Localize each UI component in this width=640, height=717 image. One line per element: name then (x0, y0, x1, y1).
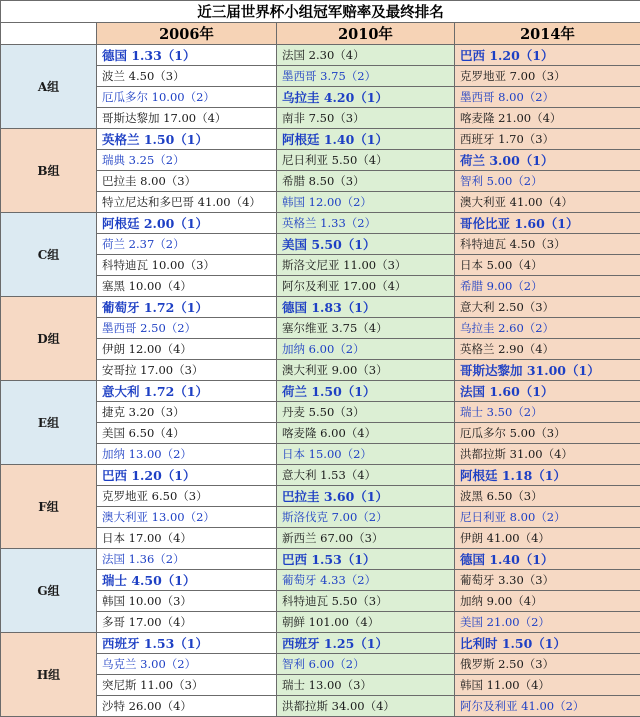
team-odds-cell: 澳大利亚 13.00（2） (97, 507, 277, 528)
table-row (1, 339, 640, 360)
header-corner (1, 23, 97, 45)
team-odds-cell: 新西兰 67.00（3） (277, 528, 455, 549)
team-odds-cell: 斯洛文尼亚 11.00（3） (277, 255, 455, 276)
team-odds-cell: 法国 1.60（1） (455, 381, 640, 402)
team-odds-cell: 西班牙 1.53（1） (97, 633, 277, 654)
table-row (1, 150, 640, 171)
team-odds-cell: 智利 6.00（2） (277, 654, 455, 675)
team-odds-cell: 葡萄牙 1.72（1） (97, 297, 277, 318)
table-row (1, 66, 640, 87)
team-odds-cell: 加纳 6.00（2） (277, 339, 455, 360)
team-odds-cell: 洪都拉斯 31.00（4） (455, 444, 640, 465)
team-odds-cell: 斯洛伐克 7.00（2） (277, 507, 455, 528)
team-odds-cell: 墨西哥 2.50（2） (97, 318, 277, 339)
table-row (1, 486, 640, 507)
team-odds-cell: 突尼斯 11.00（3） (97, 675, 277, 696)
table-row (1, 276, 640, 297)
team-odds-cell: 多哥 17.00（4） (97, 612, 277, 633)
team-odds-cell: 智利 5.00（2） (455, 171, 640, 192)
team-odds-cell: 巴西 1.20（1） (455, 45, 640, 66)
team-odds-cell: 科特迪瓦 4.50（3） (455, 234, 640, 255)
table-row (1, 381, 640, 402)
team-odds-cell: 伊朗 41.00（4） (455, 528, 640, 549)
team-odds-cell: 瑞典 3.25（2） (97, 150, 277, 171)
team-odds-cell: 特立尼达和多巴哥 41.00（4） (97, 192, 277, 213)
team-odds-cell: 德国 1.33（1） (97, 45, 277, 66)
title-row (1, 1, 640, 23)
header-year-2010: 2010年 (277, 23, 455, 45)
team-odds-cell: 乌拉圭 4.20（1） (277, 87, 455, 108)
group-label: H组 (1, 633, 97, 717)
group-label: C组 (1, 213, 97, 297)
team-odds-cell: 喀麦隆 21.00（4） (455, 108, 640, 129)
table-row (1, 255, 640, 276)
table-row (1, 549, 640, 570)
table-row (1, 444, 640, 465)
team-odds-cell: 塞尔维亚 3.75（4） (277, 318, 455, 339)
table-row (1, 213, 640, 234)
team-odds-cell: 巴西 1.20（1） (97, 465, 277, 486)
table-row (1, 654, 640, 675)
team-odds-cell: 安哥拉 17.00（3） (97, 360, 277, 381)
team-odds-cell: 墨西哥 3.75（2） (277, 66, 455, 87)
table-row (1, 192, 640, 213)
team-odds-cell: 阿根廷 1.18（1） (455, 465, 640, 486)
team-odds-cell: 比利时 1.50（1） (455, 633, 640, 654)
team-odds-cell: 澳大利亚 9.00（3） (277, 360, 455, 381)
team-odds-cell: 波黑 6.50（3） (455, 486, 640, 507)
team-odds-cell: 厄瓜多尔 10.00（2） (97, 87, 277, 108)
header-row (1, 23, 640, 45)
team-odds-cell: 法国 2.30（4） (277, 45, 455, 66)
team-odds-cell: 意大利 1.72（1） (97, 381, 277, 402)
team-odds-cell: 韩国 11.00（4） (455, 675, 640, 696)
team-odds-cell: 美国 21.00（2） (455, 612, 640, 633)
team-odds-cell: 澳大利亚 41.00（4） (455, 192, 640, 213)
team-odds-cell: 捷克 3.20（3） (97, 402, 277, 423)
table-row (1, 633, 640, 654)
team-odds-cell: 南非 7.50（3） (277, 108, 455, 129)
team-odds-cell: 巴拉圭 8.00（3） (97, 171, 277, 192)
table-row (1, 402, 640, 423)
team-odds-cell: 伊朗 12.00（4） (97, 339, 277, 360)
team-odds-cell: 日本 17.00（4） (97, 528, 277, 549)
team-odds-cell: 阿尔及利亚 17.00（4） (277, 276, 455, 297)
table-row (1, 360, 640, 381)
team-odds-cell: 尼日利亚 5.50（4） (277, 150, 455, 171)
team-odds-cell: 意大利 2.50（3） (455, 297, 640, 318)
team-odds-cell: 荷兰 1.50（1） (277, 381, 455, 402)
table-row (1, 87, 640, 108)
team-odds-cell: 巴西 1.53（1） (277, 549, 455, 570)
team-odds-cell: 荷兰 3.00（1） (455, 150, 640, 171)
team-odds-cell: 意大利 1.53（4） (277, 465, 455, 486)
team-odds-cell: 丹麦 5.50（3） (277, 402, 455, 423)
table-row (1, 297, 640, 318)
team-odds-cell: 英格兰 2.90（4） (455, 339, 640, 360)
team-odds-cell: 希腊 9.00（2） (455, 276, 640, 297)
team-odds-cell: 厄瓜多尔 5.00（3） (455, 423, 640, 444)
team-odds-cell: 荷兰 2.37（2） (97, 234, 277, 255)
table-row (1, 423, 640, 444)
team-odds-cell: 西班牙 1.25（1） (277, 633, 455, 654)
table-row (1, 612, 640, 633)
team-odds-cell: 哥斯达黎加 17.00（4） (97, 108, 277, 129)
table-row (1, 234, 640, 255)
team-odds-cell: 克罗地亚 7.00（3） (455, 66, 640, 87)
team-odds-cell: 加纳 9.00（4） (455, 591, 640, 612)
table-row (1, 528, 640, 549)
table-row (1, 570, 640, 591)
team-odds-cell: 德国 1.83（1） (277, 297, 455, 318)
header-year-2014: 2014年 (455, 23, 640, 45)
team-odds-cell: 美国 5.50（1） (277, 234, 455, 255)
team-odds-cell: 英格兰 1.33（2） (277, 213, 455, 234)
team-odds-cell: 阿尔及利亚 41.00（2） (455, 696, 640, 717)
team-odds-cell: 科特迪瓦 5.50（3） (277, 591, 455, 612)
team-odds-cell: 乌克兰 3.00（2） (97, 654, 277, 675)
table-row (1, 696, 640, 717)
team-odds-cell: 瑞士 3.50（2） (455, 402, 640, 423)
team-odds-cell: 希腊 8.50（3） (277, 171, 455, 192)
team-odds-cell: 哥斯达黎加 31.00（1） (455, 360, 640, 381)
team-odds-cell: 哥伦比亚 1.60（1） (455, 213, 640, 234)
group-label: E组 (1, 381, 97, 465)
team-odds-cell: 西班牙 1.70（3） (455, 129, 640, 150)
team-odds-cell: 墨西哥 8.00（2） (455, 87, 640, 108)
team-odds-cell: 韩国 10.00（3） (97, 591, 277, 612)
team-odds-cell: 波兰 4.50（3） (97, 66, 277, 87)
team-odds-cell: 朝鲜 101.00（4） (277, 612, 455, 633)
team-odds-cell: 瑞士 13.00（3） (277, 675, 455, 696)
table-row (1, 171, 640, 192)
group-label: F组 (1, 465, 97, 549)
header-year-2006: 2006年 (97, 23, 277, 45)
group-label: D组 (1, 297, 97, 381)
team-odds-cell: 乌拉圭 2.60（2） (455, 318, 640, 339)
team-odds-cell: 葡萄牙 4.33（2） (277, 570, 455, 591)
team-odds-cell: 日本 5.00（4） (455, 255, 640, 276)
team-odds-cell: 法国 1.36（2） (97, 549, 277, 570)
table-row (1, 45, 640, 66)
team-odds-cell: 科特迪瓦 10.00（3） (97, 255, 277, 276)
team-odds-cell: 英格兰 1.50（1） (97, 129, 277, 150)
team-odds-cell: 韩国 12.00（2） (277, 192, 455, 213)
table-row (1, 465, 640, 486)
team-odds-cell: 克罗地亚 6.50（3） (97, 486, 277, 507)
team-odds-cell: 葡萄牙 3.30（3） (455, 570, 640, 591)
team-odds-cell: 洪都拉斯 34.00（4） (277, 696, 455, 717)
table-row (1, 591, 640, 612)
page-title: 近三届世界杯小组冠军赔率及最终排名 (1, 1, 640, 23)
team-odds-cell: 日本 15.00（2） (277, 444, 455, 465)
team-odds-cell: 阿根廷 1.40（1） (277, 129, 455, 150)
team-odds-cell: 巴拉圭 3.60（1） (277, 486, 455, 507)
team-odds-cell: 阿根廷 2.00（1） (97, 213, 277, 234)
team-odds-cell: 俄罗斯 2.50（3） (455, 654, 640, 675)
group-label: A组 (1, 45, 97, 129)
table-row (1, 507, 640, 528)
team-odds-cell: 加纳 13.00（2） (97, 444, 277, 465)
group-label: B组 (1, 129, 97, 213)
team-odds-cell: 瑞士 4.50（1） (97, 570, 277, 591)
team-odds-cell: 喀麦隆 6.00（4） (277, 423, 455, 444)
group-label: G组 (1, 549, 97, 633)
table-row (1, 108, 640, 129)
team-odds-cell: 美国 6.50（4） (97, 423, 277, 444)
team-odds-cell: 塞黑 10.00（4） (97, 276, 277, 297)
table-row (1, 129, 640, 150)
table-row (1, 675, 640, 696)
team-odds-cell: 尼日利亚 8.00（2） (455, 507, 640, 528)
team-odds-cell: 德国 1.40（1） (455, 549, 640, 570)
table-row (1, 318, 640, 339)
team-odds-cell: 沙特 26.00（4） (97, 696, 277, 717)
